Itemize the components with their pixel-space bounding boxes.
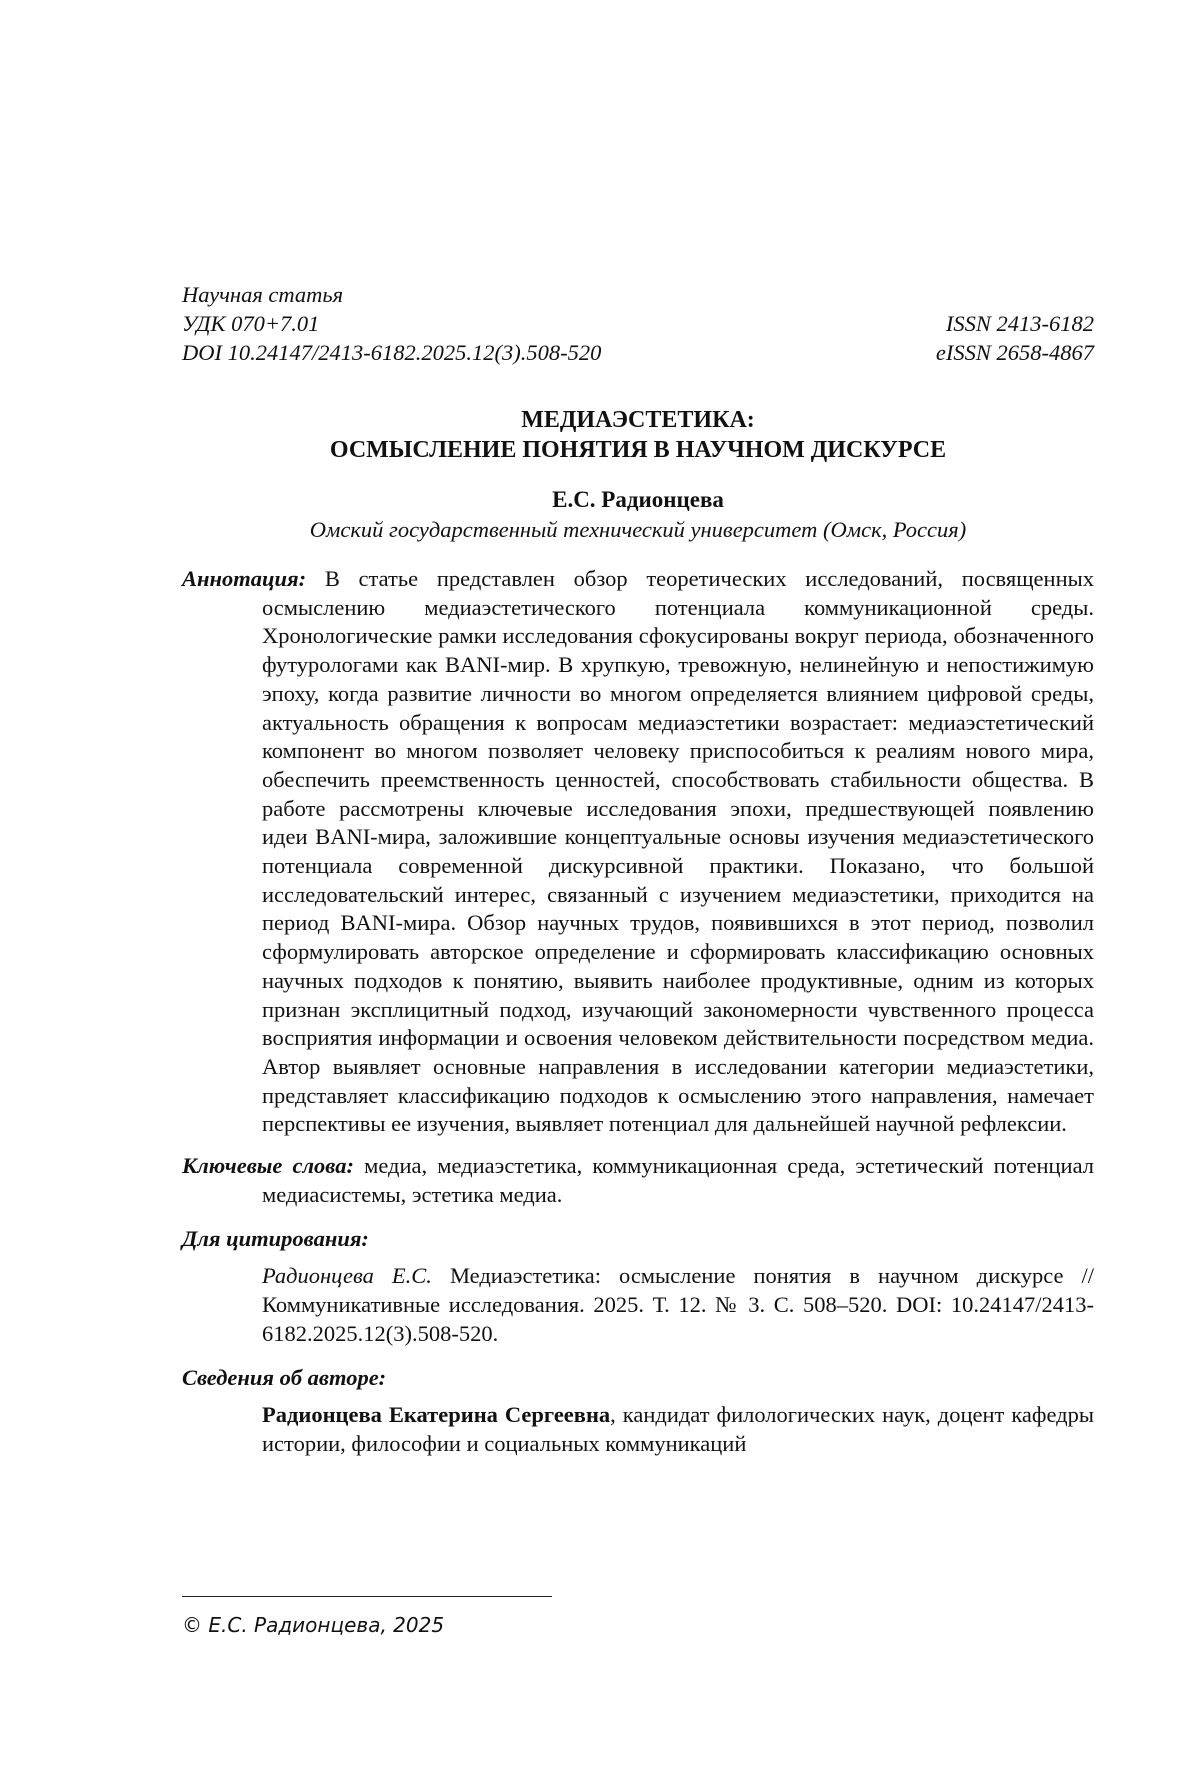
keywords-text: медиа, медиаэстетика, коммуникационная среда, эстетический потенциал медиасистемы, эстетика медиа. bbox=[262, 1153, 1095, 1207]
issn: ISSN 2413-6182 bbox=[945, 311, 1094, 336]
author-info-text bbox=[182, 1401, 1094, 1458]
keywords bbox=[182, 1152, 1094, 1209]
citation-text bbox=[182, 1262, 1094, 1348]
author-info-label: Сведения об авторе: bbox=[182, 1365, 387, 1391]
eissn: eISSN 2658-4867 bbox=[935, 340, 1094, 365]
title-line-1: МЕДИАЭСТЕТИКА: bbox=[521, 407, 755, 433]
abstract bbox=[182, 565, 1094, 1139]
citation-author: Радионцева Е.С. bbox=[262, 1263, 432, 1289]
article-page bbox=[182, 280, 1094, 1458]
citation-label: Для цитирования: bbox=[182, 1226, 369, 1252]
udc-code: УДК 070+7.01 bbox=[182, 311, 320, 336]
copyright-notice: © Е.С. Радионцева, 2025 bbox=[182, 1613, 445, 1637]
abstract-text: В статье представлен обзор теоретических исследований, посвященных осмыслению медиаэстетического потенциала коммуникационной среды. Хронологические рамки исследования сфокусированы вокруг периода, обозначенного футурологами как BANI-мир. В хрупкую, тревожную, нелинейную и непостижимую эпоху, когда развитие личности во многом определяется влиянием цифровой среды, актуальность обращения к вопросам медиаэстетики возрастает: медиаэстетический компонент во многом позволяет человеку приспособиться к реалиям нового мира, обеспечить преемственность ценностей, способствовать стабильности общества. В работе рассмотрены ключевые исследования эпохи, предшествующей появлению идеи BANI-мира, заложившие концептуальные основы изучения медиаэстетического потенциала современной дискурсивной практики. Показано, что большой исследовательский интерес, связанный с изучением медиаэстетики, приходится на период BANI-мира. Обзор научных трудов, появившихся в этот период, позволил сформулировать авторское определение и сформировать классификацию основных научных подходов к понятию, выявить наиболее продуктивные, одним из которых признан эксплицитный подход, изучающий закономерности чувственного процесса восприятия информации и освоения человеком действительности посредством медиа. Автор выявляет основные направления в исследовании категории медиаэстетики, представляет классификацию подходов к осмыслению этого направления, намечает перспективы ее изучения, выявляет потенциал для дальнейшей научной рефлексии. bbox=[262, 566, 1094, 1137]
author-name: Е.С. Радионцева bbox=[552, 487, 724, 512]
citation-body: Медиаэстетика: осмысление понятия в научном дискурсе // Коммуникативные исследования. 2025. Т. 12. № 3. С. 508–520. DOI: 10.24147/2413-6182.2025.12(3).508-520. bbox=[262, 1263, 1095, 1346]
doi: DOI 10.24147/2413-6182.2025.12(3).508-520 bbox=[182, 340, 602, 365]
title-line-2: ОСМЫСЛЕНИЕ ПОНЯТИЯ В НАУЧНОМ ДИСКУРСЕ bbox=[329, 437, 947, 463]
abstract-label: Аннотация: bbox=[182, 566, 307, 591]
keywords-label: Ключевые слова: bbox=[182, 1153, 354, 1179]
author-info-name: Радионцева Екатерина Сергеевна bbox=[262, 1401, 611, 1427]
meta-row-type bbox=[182, 280, 1094, 309]
meta-row-udc bbox=[182, 309, 1094, 338]
meta-row-doi bbox=[182, 338, 1094, 367]
author-affiliation: Омский государственный технический университет (Омск, Россия) bbox=[309, 517, 967, 542]
footnote-divider bbox=[182, 1596, 552, 1597]
article-type: Научная статья bbox=[182, 282, 344, 307]
article-title bbox=[182, 405, 1094, 465]
author-info-body: , кандидат филологических наук, доцент кафедры истории, философии и социальных коммуникаций bbox=[262, 1401, 1094, 1456]
